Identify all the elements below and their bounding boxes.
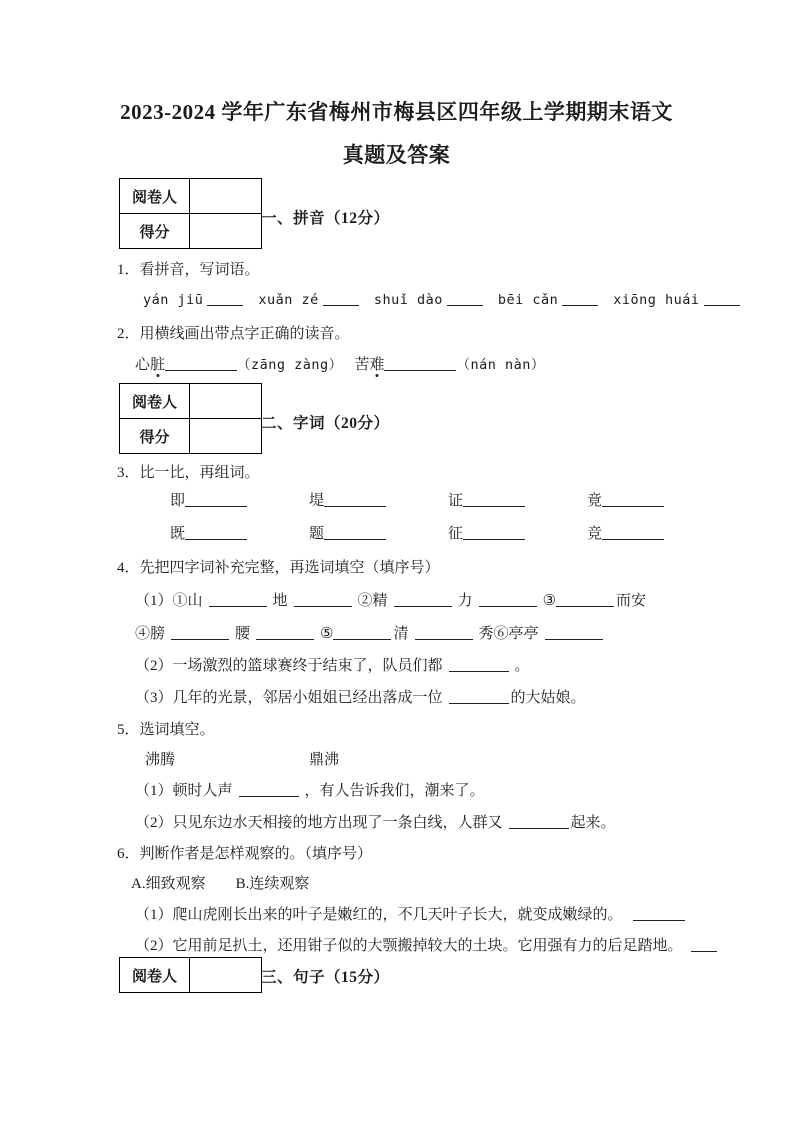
q3-cell [309, 522, 448, 543]
text-part: 腰 [235, 626, 251, 642]
answer-blank [463, 491, 525, 507]
answer-blank [171, 624, 229, 640]
pinyin-item [374, 290, 483, 309]
q6-option-b: B.连续观察 [235, 876, 310, 892]
text-part: （1）顿时人声 [135, 783, 233, 799]
q6-item-2 [135, 934, 717, 955]
reviewer-value-cell [190, 384, 262, 419]
q5-options [145, 748, 339, 769]
answer-blank [479, 591, 537, 607]
q5-stem: 5．选词填空。 [117, 722, 215, 738]
q4-line-1 [135, 589, 646, 610]
char: 苦 [354, 357, 370, 373]
q4-item-3 [135, 686, 586, 707]
dotted-char: 脏 [150, 353, 165, 374]
answer-blank [463, 524, 525, 540]
answer-blank [602, 524, 664, 540]
char: 题 [309, 526, 325, 542]
score-table-3 [119, 957, 262, 993]
table-row [120, 214, 262, 249]
section-1-heading: 一、拼音（12分） [261, 210, 390, 227]
table-row [120, 419, 262, 454]
pinyin-item [143, 290, 243, 309]
pinyin-item [613, 290, 739, 309]
answer-blank [449, 656, 509, 672]
q4-line-2 [135, 622, 609, 643]
char: 征 [448, 526, 464, 542]
text-part: 起来。 [570, 815, 616, 831]
q1-stem: 1．看拼音，写词语。 [117, 262, 260, 278]
answer-blank [239, 781, 299, 797]
q3-row-2 [170, 522, 726, 543]
answer-blank [449, 688, 509, 704]
text-part: 清 [393, 626, 409, 642]
answer-blank [447, 290, 483, 306]
section-3-heading: 三、句子（15分） [261, 969, 390, 986]
text-part: （2）一场激烈的篮球赛终于结束了，队员们都 [135, 658, 443, 674]
q3-stem: 3．比一比，再组词。 [117, 465, 260, 481]
q5-item-1 [135, 779, 485, 800]
answer-blank [556, 591, 614, 607]
q2-choices2: （nán nàn） [456, 357, 545, 373]
text-part: ②精 [357, 593, 388, 609]
answer-blank [324, 491, 386, 507]
char: 竟 [587, 493, 603, 509]
text-part: 。 [514, 658, 530, 674]
score-table-1 [119, 178, 262, 249]
q2-choices1: （zāng zàng） [237, 357, 343, 373]
q6-option-a: A.细致观察 [131, 876, 206, 892]
q5-item-2 [135, 811, 616, 832]
answer-blank [209, 591, 267, 607]
answer-blank [384, 355, 456, 371]
text-part: （2）它用前足扒土，还用钳子似的大颚搬掉较大的土块。它用强有力的后足踏地。 [135, 938, 683, 954]
reviewer-label: 阅卷人 [120, 179, 190, 214]
section-2-heading: 二、字词（20分） [261, 415, 390, 432]
answer-blank [704, 290, 740, 306]
text-part: （1）爬山虎刚长出来的叶子是嫩红的，不几天叶子长大，就变成嫩绿的。 [135, 907, 623, 923]
q2-stem: 2．用横线画出带点字正确的读音。 [117, 326, 350, 342]
pinyin-item [498, 290, 598, 309]
reviewer-value-cell [190, 958, 262, 993]
pinyin-text: xuǎn zé [258, 292, 319, 308]
score-label: 得分 [120, 419, 190, 454]
char: 既 [170, 526, 186, 542]
table-row [120, 958, 262, 993]
answer-blank [323, 290, 359, 306]
score-value-cell [190, 419, 262, 454]
answer-blank [333, 624, 391, 640]
q5-option-1: 沸腾 [145, 752, 176, 768]
answer-blank [185, 491, 247, 507]
answer-blank [165, 355, 237, 371]
text-part: ⑤ [320, 626, 334, 642]
q3-cell [309, 489, 448, 510]
char: 证 [448, 493, 464, 509]
q3-row-1 [170, 489, 726, 510]
q2-word1 [135, 357, 165, 373]
q3-cell [587, 489, 726, 510]
answer-blank [294, 591, 352, 607]
table-row [120, 384, 262, 419]
pinyin-text: xiōng huái [613, 292, 700, 308]
q4-item-2 [135, 654, 530, 675]
pinyin-text: yán jiū [143, 292, 204, 308]
q1-pinyin-row [143, 290, 755, 309]
score-table-2 [119, 383, 262, 454]
char: 竞 [587, 526, 603, 542]
answer-blank [509, 813, 569, 829]
text-part: （2）只见东边水天相接的地方出现了一条白线，人群又 [135, 815, 503, 831]
answer-blank [415, 624, 473, 640]
pinyin-text: bēi cǎn [497, 292, 559, 308]
answer-blank [691, 936, 717, 952]
score-label: 得分 [120, 214, 190, 249]
q6-stem: 6．判断作者是怎样观察的。（填序号） [117, 846, 373, 862]
pinyin-item [258, 290, 358, 309]
table-row [120, 179, 262, 214]
q5-option-2: 鼎沸 [309, 752, 340, 768]
text-part: ③ [542, 593, 557, 609]
text-part: ，有人告诉我们，潮来了。 [304, 783, 485, 799]
q6-item-1 [135, 903, 685, 924]
q3-cell [448, 522, 587, 543]
q3-cell [170, 522, 309, 543]
reviewer-label: 阅卷人 [120, 958, 190, 993]
q4-stem: 4．先把四字词补充完整，再选词填空（填序号） [117, 560, 440, 576]
text-part: （1）①山 [135, 593, 203, 609]
pinyin-text: shuǐ dào [373, 292, 443, 308]
text-part: 而安 [616, 593, 647, 609]
char: 心 [135, 357, 151, 373]
answer-blank [545, 624, 603, 640]
answer-blank [207, 290, 243, 306]
answer-blank [324, 524, 386, 540]
reviewer-value-cell [190, 179, 262, 214]
text-part: 力 [457, 593, 473, 609]
q6-options [131, 872, 309, 893]
answer-blank [394, 591, 452, 607]
q2-word2 [354, 357, 384, 373]
text-part: 的大姑娘。 [510, 690, 586, 706]
answer-blank [602, 491, 664, 507]
answer-blank [633, 905, 685, 921]
q3-cell [587, 522, 726, 543]
answer-blank [562, 290, 598, 306]
text-part: 地 [272, 593, 288, 609]
q3-cell [448, 489, 587, 510]
reviewer-label: 阅卷人 [120, 384, 190, 419]
text-part: 秀⑥亭亭 [478, 626, 539, 642]
char: 堤 [309, 493, 325, 509]
exam-title-line1: 2023-2024 学年广东省梅州市梅县区四年级上学期期末语文 [120, 100, 673, 124]
answer-blank [256, 624, 314, 640]
exam-title-line2: 真题及答案 [342, 143, 451, 167]
answer-blank [185, 524, 247, 540]
q2-answer-line [135, 353, 545, 374]
text-part: （3）几年的光景，邻居小姐姐已经出落成一位 [135, 690, 443, 706]
dotted-char: 难 [369, 353, 384, 374]
score-value-cell [190, 214, 262, 249]
text-part: ④膀 [135, 626, 166, 642]
char: 即 [170, 493, 186, 509]
q3-cell [170, 489, 309, 510]
